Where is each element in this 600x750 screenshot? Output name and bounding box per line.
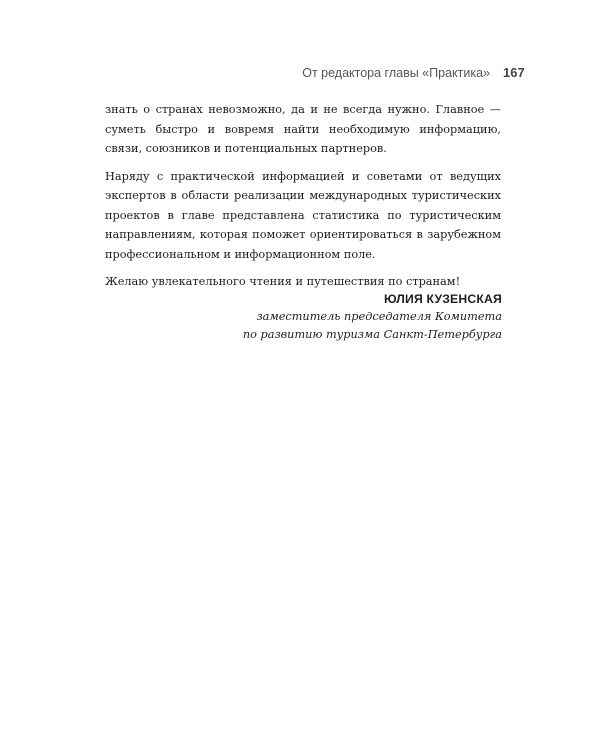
author-title-line-2: по развитию туризма Санкт-Петербурга <box>242 328 502 341</box>
paragraph-2: Наряду с практической информацией и советами от ведущих экспертов в области реализации международных туристических проектов в главе представлена статистика по туристическим направлениям, которая поможет ориентироваться в зарубежном профессиональном и информационном поле. <box>105 169 501 261</box>
running-header <box>0 66 600 82</box>
paragraph-3: Желаю увлекательного чтения и путешествия по странам! <box>105 275 461 288</box>
running-title: От редактора главы «Практика» <box>302 66 490 80</box>
paragraph-1: знать о странах невозможно, да и не всегда нужно. Главное — суметь быстро и вовремя найти необходимую информацию, связи, союзников и потенциальных партнеров. <box>105 103 501 155</box>
author-title-line-1: заместитель председателя Комитета <box>256 310 502 323</box>
author-name: ЮЛИЯ КУЗЕНСКАЯ <box>383 292 502 306</box>
signature-block <box>243 290 502 344</box>
page-number: 167 <box>503 65 525 80</box>
body-text <box>105 100 501 292</box>
